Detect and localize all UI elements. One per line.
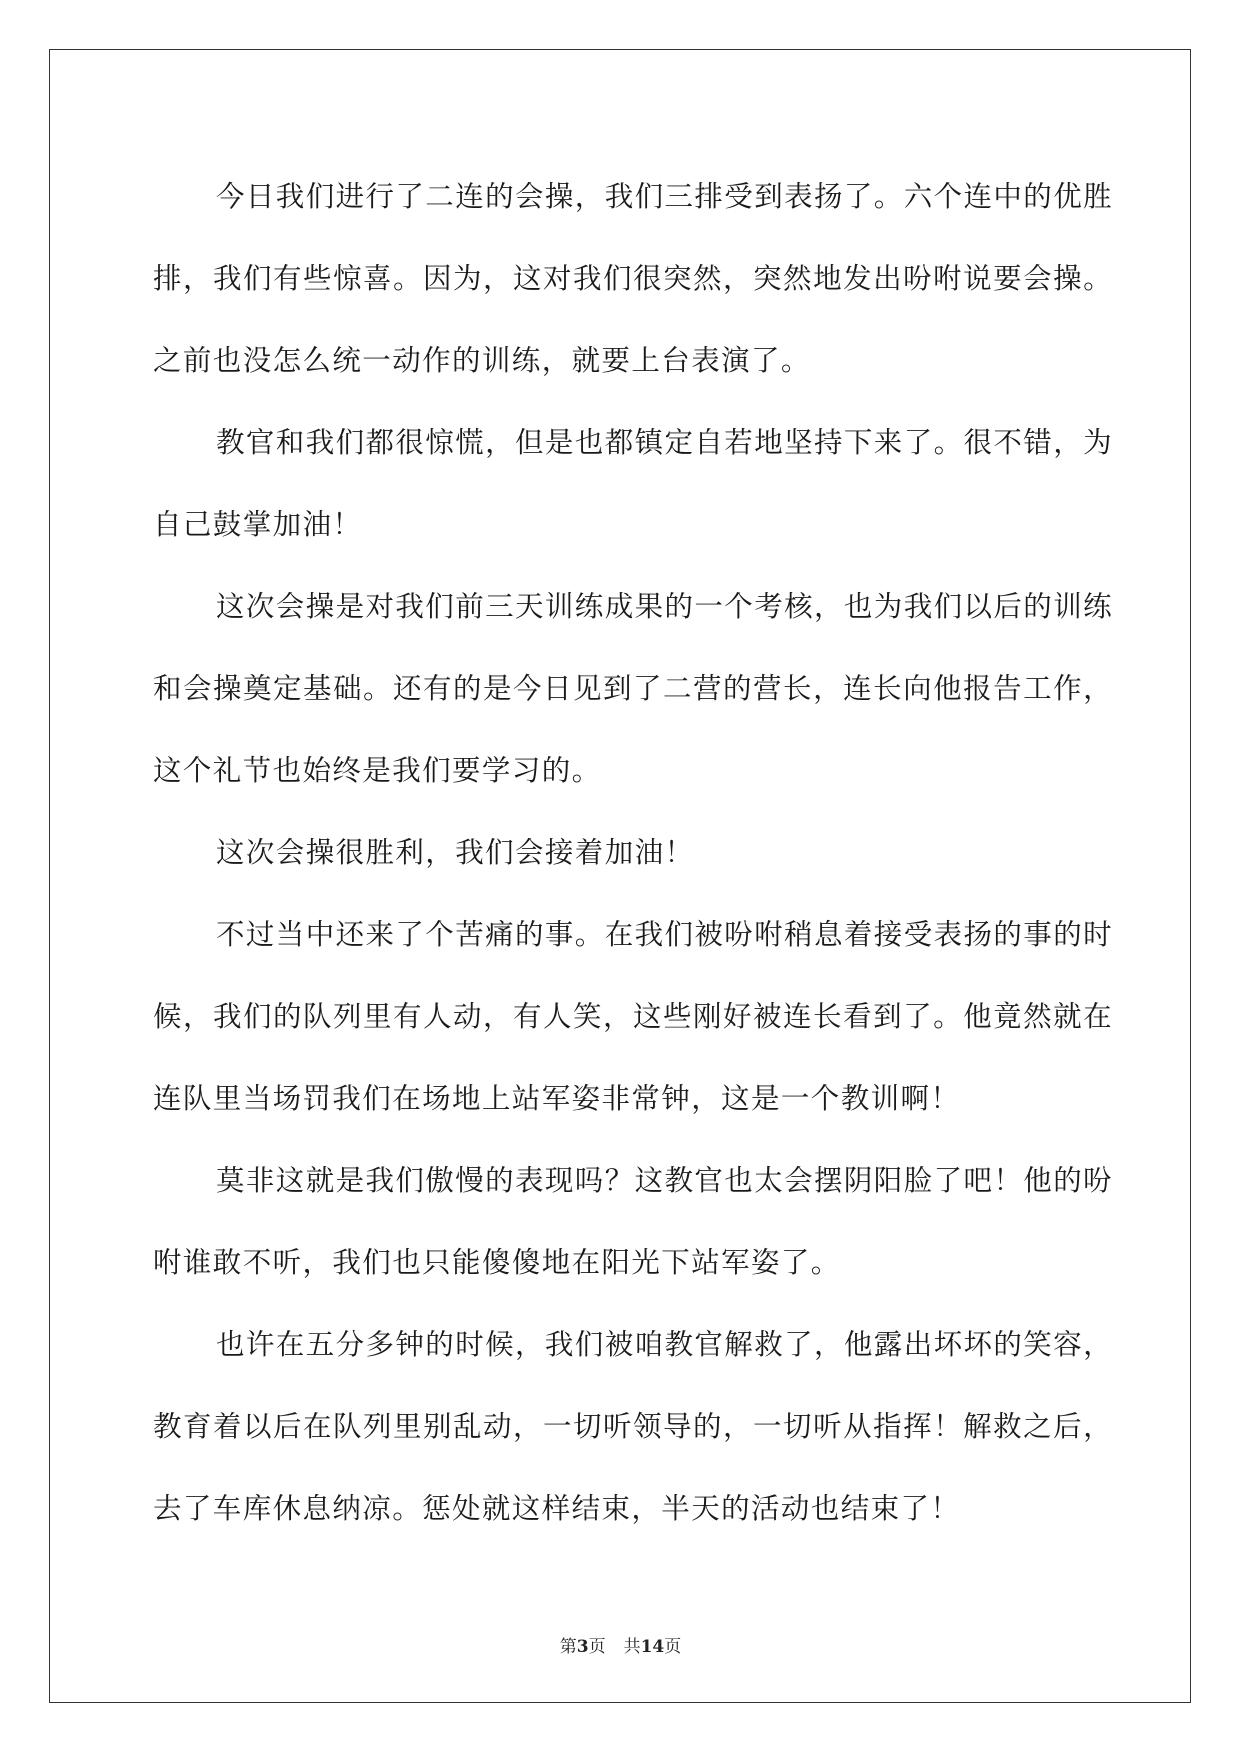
total-label: 页 <box>664 1637 682 1657</box>
page-total-number: 14 <box>640 1637 665 1657</box>
total-prefix: 共 <box>623 1637 641 1657</box>
paragraph: 今日我们进行了二连的会操，我们三排受到表扬了。六个连中的优胜排，我们有些惊喜。因为，这对我们很突然，突然地发出吩咐说要会操。之前也没怎么统一动作的训练，就要上台表演了。 <box>153 180 1114 377</box>
page-footer <box>0 1632 1241 1657</box>
page-current-number: 3 <box>576 1637 589 1657</box>
paragraph: 也许在五分多钟的时候，我们被咱教官解救了，他露出坏坏的笑容，教育着以后在队列里别乱动，一切听领导的，一切听从指挥！解救之后，去了车库休息纳凉。惩处就这样结束，半天的活动也结束了！ <box>153 1328 1114 1525</box>
document-body <box>153 156 1113 1550</box>
page-prefix: 第 <box>559 1637 577 1657</box>
page-label: 页 <box>588 1637 606 1657</box>
paragraph: 莫非这就是我们傲慢的表现吗？这教官也太会摆阴阳脸了吧！他的吩咐谁敢不听，我们也只能傻傻地在阳光下站军姿了。 <box>153 1164 1114 1279</box>
paragraph: 教官和我们都很惊慌，但是也都镇定自若地坚持下来了。很不错，为自己鼓掌加油！ <box>153 426 1114 541</box>
paragraph: 这次会操是对我们前三天训练成果的一个考核，也为我们以后的训练和会操奠定基础。还有的是今日见到了二营的营长，连长向他报告工作，这个礼节也始终是我们要学习的。 <box>153 590 1114 787</box>
paragraph: 这次会操很胜利，我们会接着加油！ <box>216 836 695 869</box>
paragraph: 不过当中还来了个苦痛的事。在我们被吩咐稍息着接受表扬的事的时候，我们的队列里有人动，有人笑，这些刚好被连长看到了。他竟然就在连队里当场罚我们在场地上站军姿非常钟，这是一个教训啊！ <box>153 918 1114 1115</box>
